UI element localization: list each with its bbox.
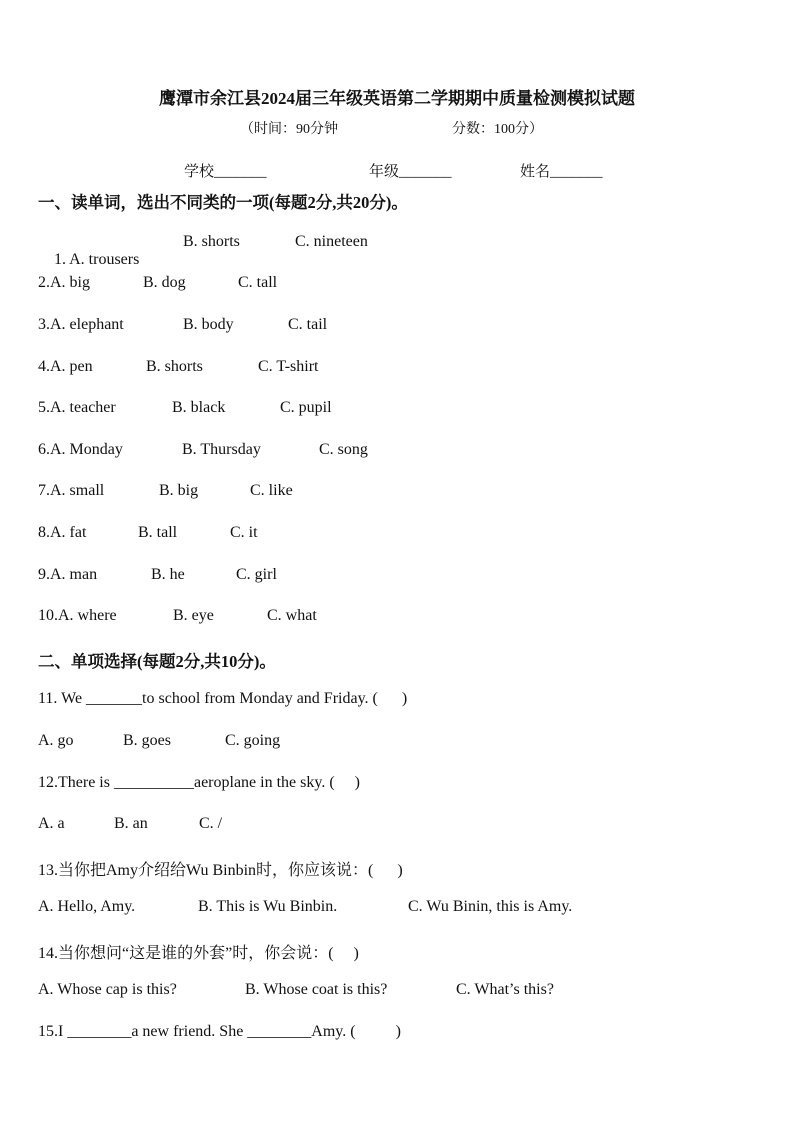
question-11-stem: 11. We _______to school from Monday and Friday. ( ) — [38, 690, 408, 707]
question-8-c: C. it — [230, 524, 258, 541]
question-1-c: C. nineteen — [295, 233, 368, 250]
question-10-c: C. what — [267, 607, 317, 624]
question-10-b: B. eye — [173, 607, 214, 624]
question-8-a: 8.A. fat — [38, 524, 87, 541]
section1-heading: 一、读单词，选出不同类的一项(每题2分,共20分)。 — [38, 193, 408, 212]
question-4-c: C. T-shirt — [258, 358, 319, 375]
question-4-b: B. shorts — [146, 358, 203, 375]
question-10-a: 10.A. where — [38, 607, 117, 624]
exam-time: （时间：90分钟 — [240, 122, 338, 137]
question-11-b: B. goes — [123, 732, 171, 749]
question-12-b: B. an — [114, 815, 148, 832]
page-title: 鹰潭市余江县2024届三年级英语第二学期期中质量检测模拟试题 — [159, 89, 635, 108]
question-5-a: 5.A. teacher — [38, 399, 116, 416]
question-7-a: 7.A. small — [38, 482, 105, 499]
question-7-b: B. big — [159, 482, 199, 499]
question-6-a: 6.A. Monday — [38, 441, 123, 458]
question-14-c: C. What’s this? — [456, 981, 554, 998]
question-2-a: 2.A. big — [38, 274, 90, 291]
question-3-b: B. body — [183, 316, 234, 333]
question-6-b: B. Thursday — [182, 441, 261, 458]
name-field: 姓名_______ — [520, 164, 603, 180]
question-4-a: 4.A. pen — [38, 358, 93, 375]
question-12-a: A. a — [38, 815, 65, 832]
question-7-c: C. like — [250, 482, 293, 499]
question-9-b: B. he — [151, 566, 185, 583]
question-12-c: C. / — [199, 815, 223, 832]
question-13-a: A. Hello, Amy. — [38, 898, 136, 915]
question-13-stem: 13.当你把Amy介绍给Wu Binbin时，你应该说：( ) — [38, 862, 403, 879]
grade-field: 年级_______ — [369, 164, 452, 180]
question-9-a: 9.A. man — [38, 566, 98, 583]
question-1-a: 1. A. trousers — [54, 251, 140, 268]
question-3-c: C. tail — [288, 316, 328, 333]
question-13-c: C. Wu Binin, this is Amy. — [408, 898, 573, 915]
question-1-b: B. shorts — [183, 233, 240, 250]
exam-score: 分数：100分） — [452, 122, 543, 137]
question-8-b: B. tall — [138, 524, 178, 541]
question-5-c: C. pupil — [280, 399, 332, 416]
question-2-c: C. tall — [238, 274, 278, 291]
section2-heading: 二、单项选择(每题2分,共10分)。 — [38, 652, 276, 671]
question-14-a: A. Whose cap is this? — [38, 981, 177, 998]
question-9-c: C. girl — [236, 566, 277, 583]
question-2-b: B. dog — [143, 274, 186, 291]
question-3-a: 3.A. elephant — [38, 316, 124, 333]
question-14-b: B. Whose coat is this? — [245, 981, 388, 998]
question-6-c: C. song — [319, 441, 368, 458]
question-15-stem: 15.I ________a new friend. She ________Amy. ( ) — [38, 1023, 401, 1040]
question-13-b: B. This is Wu Binbin. — [198, 898, 338, 915]
question-11-c: C. going — [225, 732, 281, 749]
question-5-b: B. black — [172, 399, 226, 416]
question-14-stem: 14.当你想问“这是谁的外套”时，你会说：( ) — [38, 945, 359, 962]
question-12-stem: 12.There is __________aeroplane in the sky. ( ) — [38, 774, 360, 791]
question-11-a: A. go — [38, 732, 74, 749]
school-field: 学校_______ — [184, 164, 267, 180]
